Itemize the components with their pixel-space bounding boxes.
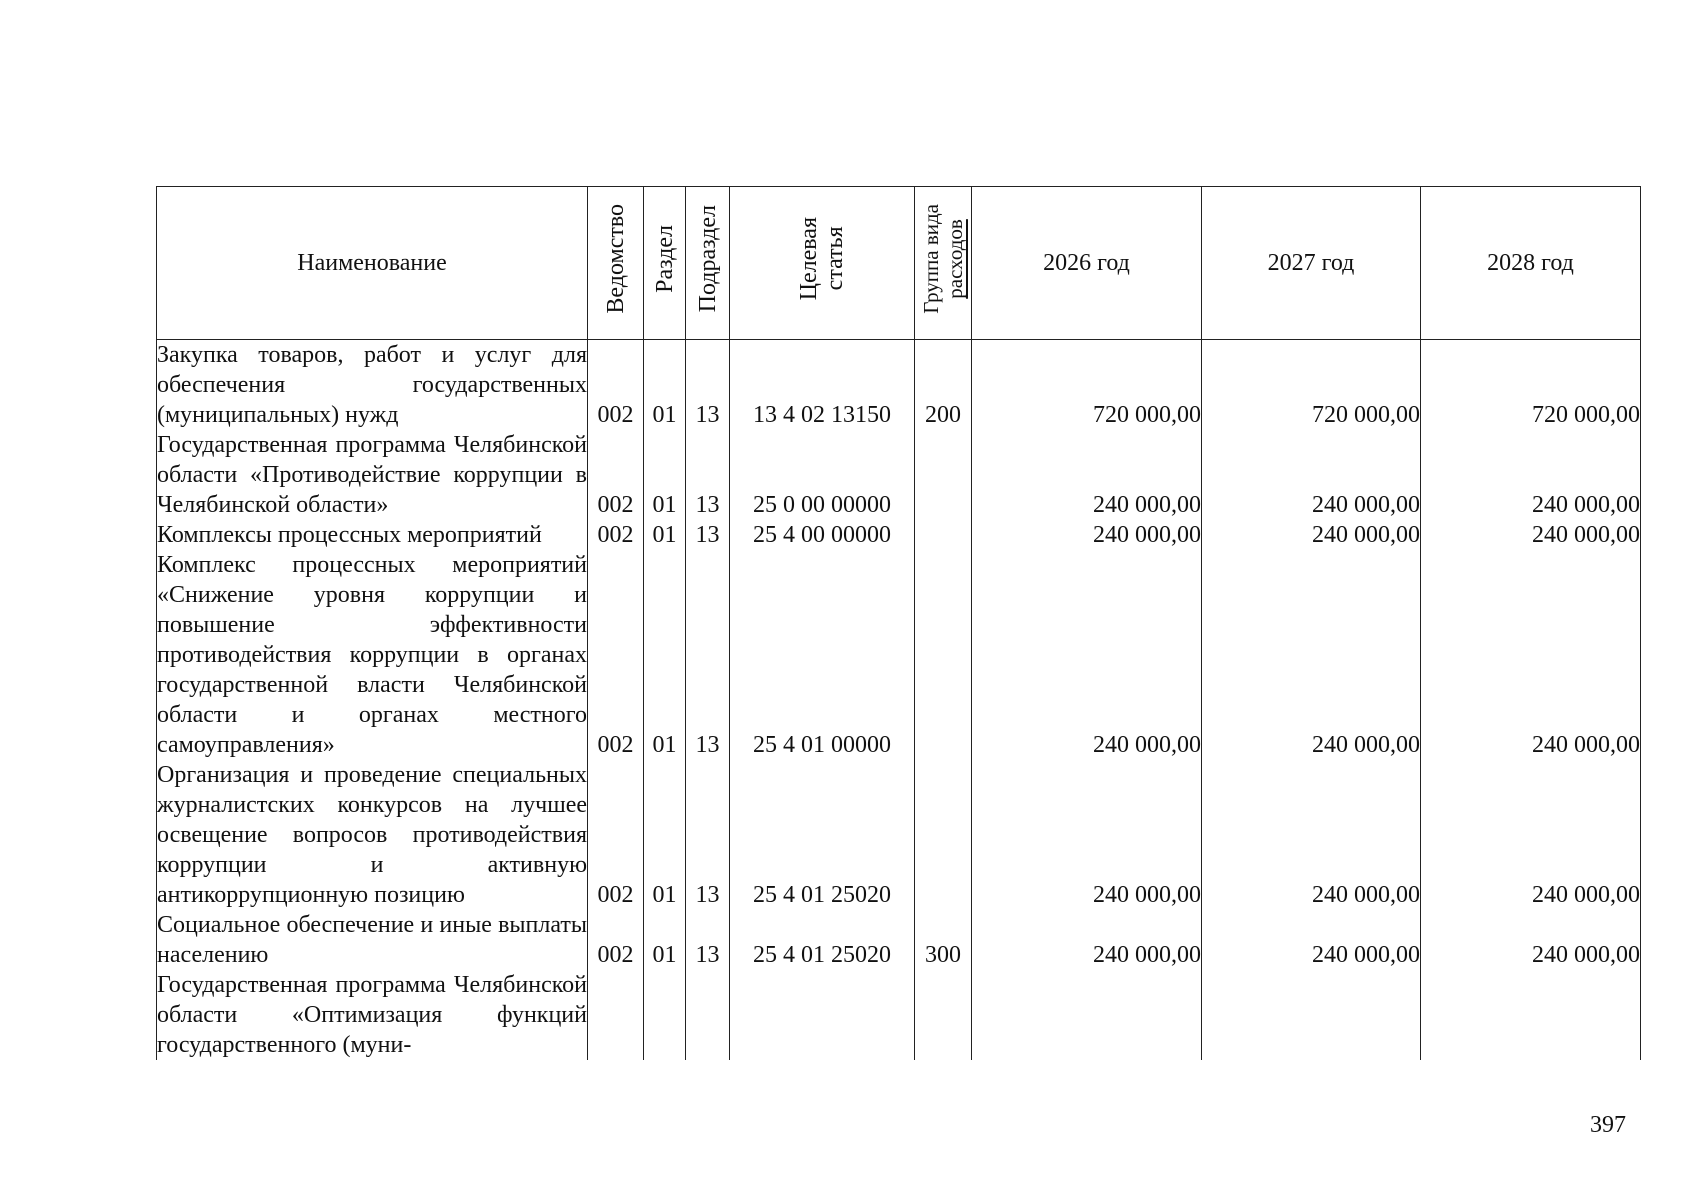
table-row xyxy=(157,550,1641,760)
row-vedomstvo: 002 xyxy=(588,760,644,910)
row-target: 25 4 01 25020 xyxy=(730,910,915,970)
table-row xyxy=(157,760,1641,910)
row-group xyxy=(915,760,972,910)
row-podrazdel xyxy=(686,970,730,1060)
row-2026: 240 000,00 xyxy=(972,910,1202,970)
row-2028: 240 000,00 xyxy=(1421,430,1641,520)
row-name: Государственная программа Челябинской области «Оптимизация функций государственного (муни- xyxy=(157,972,587,1058)
row-vedomstvo: 002 xyxy=(588,550,644,760)
row-podrazdel: 13 xyxy=(686,550,730,760)
row-2027: 720 000,00 xyxy=(1202,340,1421,431)
table-header-row xyxy=(157,187,1641,340)
header-2027: 2027 год xyxy=(1202,187,1421,340)
row-2026: 720 000,00 xyxy=(972,340,1202,431)
row-2027: 240 000,00 xyxy=(1202,430,1421,520)
row-2028: 240 000,00 xyxy=(1421,910,1641,970)
header-target: Целевая статья xyxy=(730,187,915,340)
header-group: Группа вида расходов xyxy=(915,187,972,340)
header-vedomstvo: Ведомство xyxy=(588,187,644,340)
row-name: Комплексы процессных мероприятий xyxy=(157,520,588,550)
row-name: Закупка товаров, работ и услуг для обеспечения государственных (муниципальных) нужд xyxy=(157,340,588,431)
row-name: Государственная программа Челябинской области «Противодействие коррупции в Челябинской области» xyxy=(157,432,587,518)
row-2027: 240 000,00 xyxy=(1202,910,1421,970)
row-razdel: 01 xyxy=(644,760,686,910)
budget-table xyxy=(156,186,1641,1060)
row-name: Социальное обеспечение и иные выплаты населению xyxy=(157,912,587,968)
row-podrazdel: 13 xyxy=(686,910,730,970)
header-2028: 2028 год xyxy=(1421,187,1641,340)
row-2027: 240 000,00 xyxy=(1202,760,1421,910)
row-name: Организация и проведение специальных журналистских конкурсов на лучшее освещение вопросов противодействия коррупции и активную антикоррупционную позицию xyxy=(157,762,587,908)
row-group xyxy=(915,970,972,1060)
row-group xyxy=(915,520,972,550)
table-row xyxy=(157,970,1641,1060)
row-vedomstvo: 002 xyxy=(588,520,644,550)
row-target xyxy=(730,970,915,1060)
table-row xyxy=(157,910,1641,970)
row-razdel xyxy=(644,970,686,1060)
row-2026 xyxy=(972,970,1202,1060)
row-2027: 240 000,00 xyxy=(1202,550,1421,760)
row-podrazdel: 13 xyxy=(686,520,730,550)
row-group: 200 xyxy=(915,340,972,431)
row-razdel: 01 xyxy=(644,520,686,550)
row-name: Комплекс процессных мероприятий «Снижение уровня коррупции и повышение эффективности противодействия коррупции в органах государственной власти Челябинской области и органах местного самоуправления» xyxy=(157,552,587,758)
row-group xyxy=(915,430,972,520)
row-target: 13 4 02 13150 xyxy=(730,340,915,431)
row-podrazdel: 13 xyxy=(686,340,730,431)
row-group xyxy=(915,550,972,760)
row-razdel: 01 xyxy=(644,550,686,760)
row-2026: 240 000,00 xyxy=(972,760,1202,910)
row-2028: 240 000,00 xyxy=(1421,550,1641,760)
table-row xyxy=(157,520,1641,550)
row-target: 25 4 01 00000 xyxy=(730,550,915,760)
row-target: 25 4 00 00000 xyxy=(730,520,915,550)
page-number: 397 xyxy=(1590,1112,1626,1138)
row-razdel: 01 xyxy=(644,910,686,970)
row-2028: 720 000,00 xyxy=(1421,340,1641,431)
row-2028: 240 000,00 xyxy=(1421,520,1641,550)
row-group: 300 xyxy=(915,910,972,970)
row-2027 xyxy=(1202,970,1421,1060)
table-row xyxy=(157,430,1641,520)
row-target: 25 0 00 00000 xyxy=(730,430,915,520)
row-2027: 240 000,00 xyxy=(1202,520,1421,550)
row-podrazdel: 13 xyxy=(686,760,730,910)
row-vedomstvo: 002 xyxy=(588,430,644,520)
row-podrazdel: 13 xyxy=(686,430,730,520)
header-razdel: Раздел xyxy=(644,187,686,340)
row-2026: 240 000,00 xyxy=(972,430,1202,520)
table-row xyxy=(157,340,1641,431)
budget-table-container xyxy=(156,186,1641,1060)
row-target: 25 4 01 25020 xyxy=(730,760,915,910)
row-2026: 240 000,00 xyxy=(972,520,1202,550)
row-razdel: 01 xyxy=(644,340,686,431)
row-vedomstvo: 002 xyxy=(588,340,644,431)
row-2026: 240 000,00 xyxy=(972,550,1202,760)
row-razdel: 01 xyxy=(644,430,686,520)
header-2026: 2026 год xyxy=(972,187,1202,340)
row-2028: 240 000,00 xyxy=(1421,760,1641,910)
header-name: Наименование xyxy=(157,187,588,340)
row-vedomstvo xyxy=(588,970,644,1060)
header-podrazdel: Подраздел xyxy=(686,187,730,340)
row-vedomstvo: 002 xyxy=(588,910,644,970)
row-2028 xyxy=(1421,970,1641,1060)
